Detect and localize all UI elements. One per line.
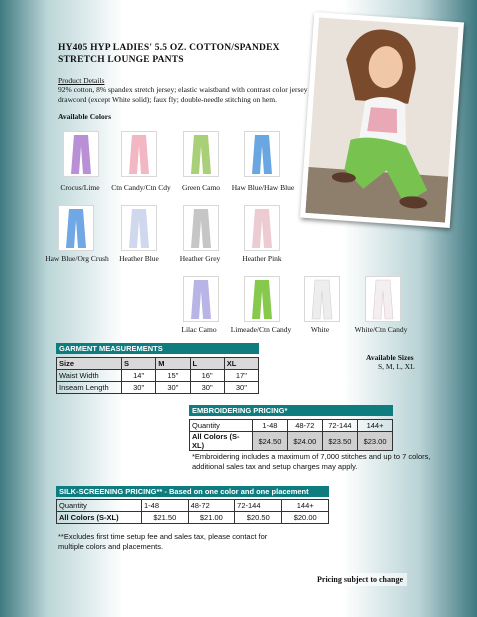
table-cell: 15" <box>156 370 190 382</box>
pants-icon <box>252 209 272 248</box>
color-caption: Heather Grey <box>179 254 221 263</box>
color-caption: Crocus/Lime <box>60 183 100 192</box>
table-header: Quantity <box>57 500 142 512</box>
color-caption: White <box>310 325 330 334</box>
color-caption: Haw Blue/Org Crush <box>45 254 109 263</box>
table-row <box>190 432 393 451</box>
color-caption: Haw Blue/Haw Blue <box>231 183 295 192</box>
table-header: L <box>190 358 224 370</box>
table-cell: 17" <box>224 370 258 382</box>
product-title: HY405 HYP LADIES' 5.5 OZ. COTTON/SPANDEX STRETCH LOUNGE PANTS <box>58 43 280 65</box>
table-row <box>57 382 259 394</box>
embroidering-note: *Embroidering includes a maximum of 7,000 stitches and up to 7 colors, additional sales tax and setup charges may apply. <box>192 452 431 471</box>
silkscreen-note: **Excludes first time setup fee and sales tax, please contact for multiple colors and placements. <box>58 532 268 551</box>
swatch-lilac-camo <box>183 276 219 322</box>
garment-measurements-heading: GARMENT MEASUREMENTS <box>56 343 259 354</box>
price-cell: $23.00 <box>358 432 393 451</box>
pants-icon <box>71 135 91 174</box>
pricing-subject-to-change: Pricing subject to change <box>313 573 407 586</box>
color-caption: Ctn Candy/Ctn Cdy <box>111 183 171 192</box>
table-header: 1-48 <box>142 500 189 512</box>
price-cell: $24.50 <box>253 432 288 451</box>
table-header: 144+ <box>358 420 393 432</box>
table-header: 1-48 <box>253 420 288 432</box>
table-header: Quantity <box>190 420 253 432</box>
swatch-green-camo <box>183 131 219 177</box>
table-header: 72-144 <box>322 420 357 432</box>
pants-icon <box>66 209 86 248</box>
swatch-heather-grey <box>183 205 219 251</box>
price-cell: $23.50 <box>322 432 357 451</box>
table-header: Size <box>57 358 122 370</box>
swatch-white <box>304 276 340 322</box>
table-cell: All Colors (S-XL) <box>190 432 253 451</box>
table-header: M <box>156 358 190 370</box>
table-cell: 30" <box>190 382 224 394</box>
price-cell: $20.50 <box>235 512 282 524</box>
swatch-crocus-lime <box>63 131 99 177</box>
table-header: 48-72 <box>287 420 322 432</box>
pants-icon <box>252 135 272 174</box>
available-sizes-heading: Available Sizes <box>366 353 414 362</box>
silkscreen-pricing-heading: SILK-SCREENING PRICING** - Based on one color and one placement <box>56 486 329 497</box>
price-cell: $21.00 <box>188 512 235 524</box>
table-header: 144+ <box>282 500 329 512</box>
pants-icon <box>191 209 211 248</box>
model-photo <box>300 12 464 228</box>
table-header-row <box>57 500 329 512</box>
swatch-white-ctn-candy <box>365 276 401 322</box>
swatch-heather-pink <box>244 205 280 251</box>
table-header: XL <box>224 358 258 370</box>
table-header: S <box>122 358 156 370</box>
table-header-row <box>57 358 259 370</box>
swatch-limeade <box>244 276 280 322</box>
table-cell: 30" <box>224 382 258 394</box>
table-header: 48-72 <box>188 500 235 512</box>
price-cell: $24.00 <box>287 432 322 451</box>
silkscreen-pricing-table <box>56 499 329 524</box>
pants-icon <box>191 280 211 319</box>
pants-icon <box>129 209 149 248</box>
color-caption: Heather Blue <box>119 254 159 263</box>
color-caption: Limeade/Ctn Candy <box>230 325 292 334</box>
price-cell: $20.00 <box>282 512 329 524</box>
pants-icon <box>312 280 332 319</box>
table-cell: Waist Width <box>57 370 122 382</box>
color-caption: Lilac Camo <box>181 325 217 334</box>
garment-measurements-table <box>56 357 259 394</box>
pants-icon <box>191 135 211 174</box>
embroidering-pricing-table <box>189 419 393 451</box>
table-cell: All Colors (S-XL) <box>57 512 142 524</box>
swatch-ctn-candy <box>121 131 157 177</box>
product-details-heading: Product Details <box>58 76 105 85</box>
table-cell: 30" <box>122 382 156 394</box>
pants-icon <box>129 135 149 174</box>
product-details-text: 92% cotton, 8% spandex stretch jersey; elastic waistband with contrast color jersey drawcord (except White solid); faux fly; double-needle stitching on hem. <box>58 85 308 104</box>
swatch-haw-blue-org-crush <box>58 205 94 251</box>
table-header: 72-144 <box>235 500 282 512</box>
table-cell: 30" <box>156 382 190 394</box>
table-cell: 16" <box>190 370 224 382</box>
table-header-row <box>190 420 393 432</box>
pants-icon <box>252 280 272 319</box>
available-colors-heading: Available Colors <box>58 112 111 121</box>
table-cell: Inseam Length <box>57 382 122 394</box>
embroidering-pricing-heading: EMBROIDERING PRICING* <box>189 405 393 416</box>
color-caption: Green Camo <box>181 183 221 192</box>
table-row <box>57 512 329 524</box>
model-illustration <box>305 17 458 222</box>
table-row <box>57 370 259 382</box>
color-caption: White/Ctn Candy <box>354 325 408 334</box>
available-sizes-list: S, M, L, XL <box>378 362 415 371</box>
table-cell: 14" <box>122 370 156 382</box>
color-caption: Heather Pink <box>242 254 282 263</box>
swatch-haw-blue <box>244 131 280 177</box>
price-cell: $21.50 <box>142 512 189 524</box>
swatch-heather-blue <box>121 205 157 251</box>
pants-icon <box>373 280 393 319</box>
